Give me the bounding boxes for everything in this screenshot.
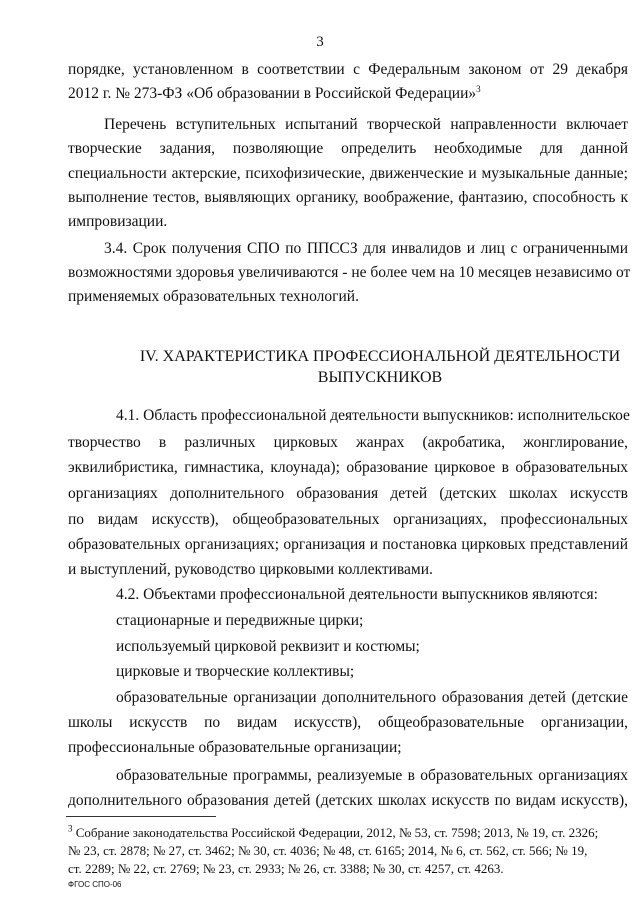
paragraph-line: возможностями здоровья увеличиваются - не более чем на 10 месяцев независимо от (68, 264, 631, 281)
list-item: дополнительного образования детей (детских школах искусств по видам искусств), (68, 792, 628, 809)
paragraph-line: 4.1. Область профессиональной деятельности выпускников: исполнительское (116, 407, 630, 424)
paragraph-line: творчество в различных цирковых жанрах (акробатика, жонглирование, (68, 434, 628, 451)
footnote-mark: 3 (68, 823, 73, 834)
section-heading: IV. ХАРАКТЕРИСТИКА ПРОФЕССИОНАЛЬНОЙ ДЕЯТЕЛЬНОСТИ (139, 348, 621, 365)
footnote-line: № 23, ст. 2878; № 27, ст. 3462; № 30, ст. 4036; № 48, ст. 6165; 2014, № 6, ст. 562, ст. 566; № 19, (68, 843, 588, 858)
paragraph-line: образовательных организациях; организация и постановка цирковых представлений (68, 536, 628, 553)
paragraph-line: творческие задания, позволяющие определить необходимые для данной (68, 140, 628, 157)
paragraph-line: выполнение тестов, выявляющих органику, воображение, фантазию, способность к (68, 189, 628, 206)
list-item: стационарные и передвижные цирки; (116, 612, 364, 629)
page-number: 3 (316, 34, 324, 50)
list-item: используемый цирковой реквизит и костюмы; (116, 638, 420, 655)
list-item: школы искусств по видам искусств), общеобразовательные организации, (68, 714, 628, 731)
paragraph-line: применяемых образовательных технологий. (68, 288, 359, 305)
footnote-line (68, 824, 598, 841)
footnote-line: ст. 2289; № 22, ст. 2769; № 23, ст. 2933; № 26, ст. 3388; № 30, ст. 4257, ст. 4263. (68, 861, 504, 876)
paragraph-line: Перечень вступительных испытаний творческой направленности включает (104, 116, 628, 133)
paragraph-line: 3.4. Срок получения СПО по ППССЗ для инвалидов и лиц с ограниченными (104, 240, 628, 257)
document-code: ФГОС СПО-06 (68, 880, 122, 889)
section-heading: ВЫПУСКНИКОВ (317, 369, 443, 386)
list-item: цирковые и творческие коллективы; (116, 663, 355, 680)
footnote-text: Собрание законодательства Российской Федерации, 2012, № 53, ст. 7598; 2013, № 19, ст. 2326; (75, 825, 599, 840)
list-item: профессиональные образовательные организации; (68, 739, 402, 756)
list-item: образовательные организации дополнительного образования детей (детские (116, 689, 628, 706)
list-item: образовательные программы, реализуемые в образовательных организациях (116, 767, 628, 784)
paragraph-line: импровизации. (68, 213, 168, 230)
paragraph-line: порядке, установленном в соответствии с Федеральным законом от 29 декабря (68, 61, 628, 78)
paragraph-line: специальности актерские, психофизические, движенческие и музыкальные данные; (68, 165, 628, 182)
paragraph-line: эквилибристика, гимнастика, клоунада); образование цирковое в образовательных (68, 459, 628, 476)
footnote-divider (66, 816, 216, 817)
paragraph-line: и выступлений, руководство цирковыми коллективами. (68, 561, 433, 578)
paragraph-line: 4.2. Объектами профессиональной деятельности выпускников являются: (116, 586, 598, 603)
paragraph-text: 2012 г. № 273-ФЗ «Об образовании в Российской Федерации» (68, 85, 477, 102)
paragraph-line (68, 84, 481, 104)
paragraph-line: организациях дополнительного образования детей (детских школах искусств (68, 485, 628, 502)
paragraph-line: по видам искусств), общеобразовательных организациях, профессиональных (68, 511, 628, 528)
footnote-reference[interactable]: 3 (476, 83, 481, 94)
